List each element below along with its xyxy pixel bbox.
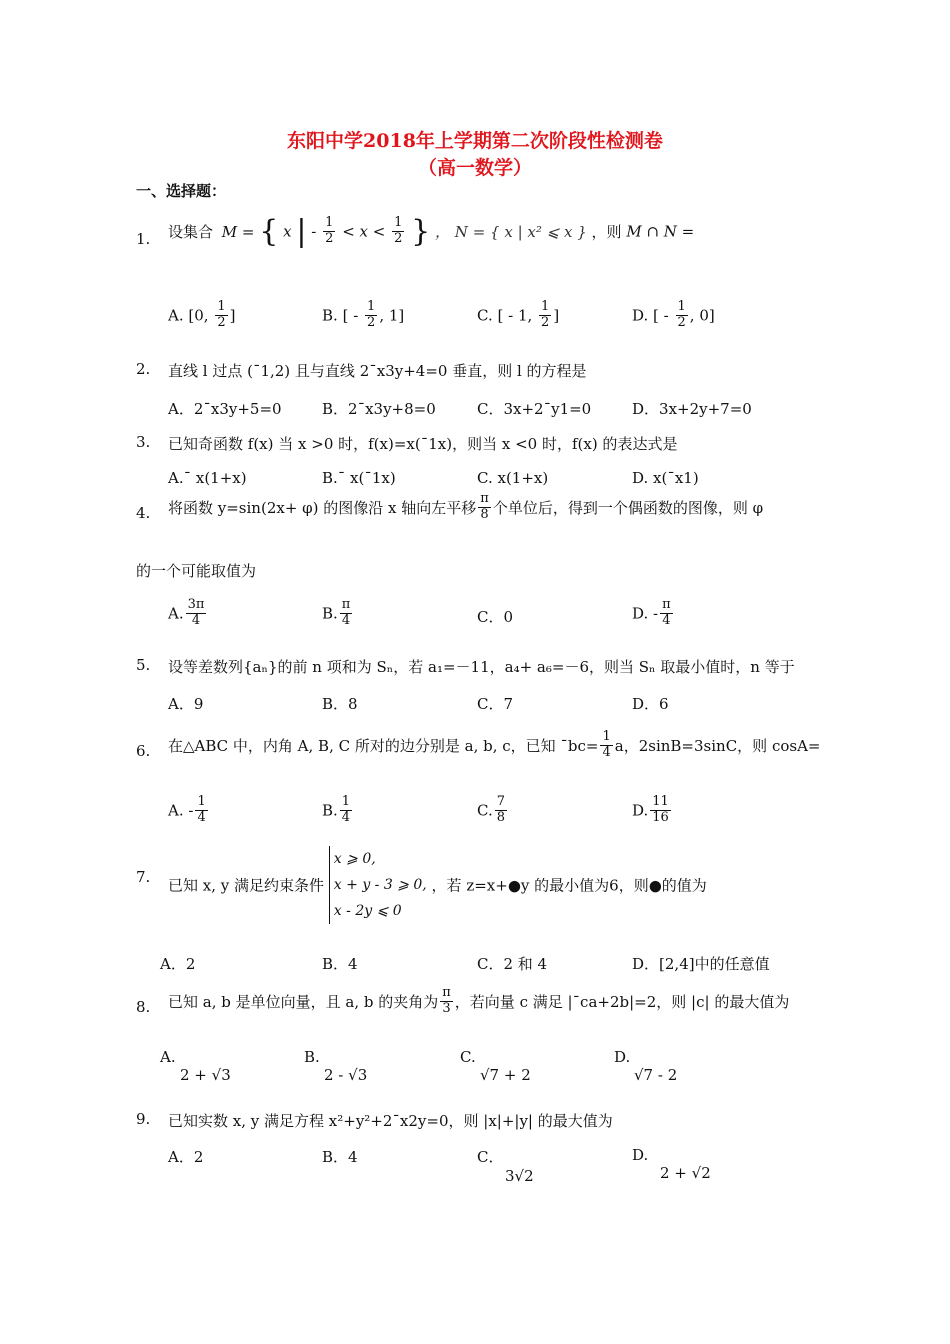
option-a: A．2ˉx3y+5=0 (168, 400, 282, 418)
question-text (168, 492, 763, 523)
option-label: C. (477, 801, 493, 820)
question-stem: 设集合 (168, 223, 214, 241)
option-b: B．4 (322, 955, 358, 973)
option-d (632, 795, 673, 826)
option-b (322, 795, 354, 826)
option-label: B. (304, 1048, 320, 1066)
fraction-numerator: 3π (187, 597, 205, 612)
option-c: C. x(1+x) (477, 469, 549, 487)
fraction-denominator: 3 (442, 1000, 451, 1016)
option-value: [ - 1, (497, 306, 538, 325)
option-c (460, 1048, 531, 1084)
question-number: 1. (136, 230, 151, 248)
question-stem: 已知 x, y 满足约束条件 (168, 876, 325, 895)
question-text (168, 214, 694, 249)
fraction (365, 300, 377, 331)
set-m-var: x (283, 222, 292, 241)
fraction-numerator: 1 (602, 729, 611, 744)
option-d (632, 1146, 711, 1182)
option-c: C．3x+2ˉy1=0 (477, 400, 592, 418)
brace-close-icon: } (411, 214, 431, 249)
fraction-denominator: 8 (496, 809, 505, 825)
question-stem-end: 个单位后，得到一个偶函数的图像，则 φ (492, 498, 764, 517)
option-value: 3√2 (505, 1167, 534, 1185)
option-value: 2 + √3 (180, 1066, 231, 1084)
option-a: A.ˉ x(1+x) (168, 469, 247, 487)
option-label: B. (322, 306, 338, 325)
question-stem: 已知 a, b 是单位向量，且 a, b 的夹角为 (168, 992, 439, 1011)
question-stem: 将函数 y=sin(2x+ φ) 的图像沿 x 轴向左平移 (168, 498, 477, 517)
option-value: [ - (342, 306, 364, 325)
fraction-numerator: 1 (367, 299, 376, 314)
fraction-numerator: 7 (496, 794, 505, 809)
option-a (160, 1048, 231, 1084)
fraction-numerator: 1 (197, 794, 206, 809)
option-label: D. (614, 1048, 631, 1066)
option-d: D．[2,4]中的任意值 (632, 955, 770, 973)
option-d (632, 598, 675, 629)
fraction (195, 795, 207, 826)
fraction (392, 216, 404, 247)
question-stem-end: ，若向量 c 满足 |ˉca+2b|=2，则 |c| 的最大值为 (454, 992, 790, 1011)
constraint-3: x - 2y ⩽ 0 (333, 903, 402, 919)
fraction (478, 492, 491, 523)
fraction-denominator: 4 (191, 612, 201, 628)
option-label: A. (168, 604, 184, 623)
option-label: D. - (632, 604, 659, 623)
fraction-denominator: 2 (394, 231, 403, 246)
question-stem-end: ，若 z=x+●y 的最小值为6，则●的值为 (431, 876, 707, 895)
option-c: C．7 (477, 695, 514, 713)
question-number: 7. (136, 868, 151, 886)
fraction-denominator: 8 (480, 506, 489, 522)
question-number: 8. (136, 998, 151, 1016)
option-label: A. (160, 1048, 176, 1066)
option-b: B．4 (322, 1148, 358, 1166)
question-result: M ∩ N = (626, 222, 695, 241)
fraction-numerator: 1 (541, 299, 550, 314)
option-b (322, 300, 404, 331)
option-label: D. (632, 801, 649, 820)
fraction-numerator: 1 (341, 794, 351, 809)
option-c: C．2 和 4 (477, 955, 548, 973)
fraction-denominator: 2 (217, 314, 226, 330)
fraction (340, 795, 352, 826)
option-label: C． (477, 1148, 504, 1166)
option-value-end: ] (553, 306, 560, 325)
option-value: 2 - √3 (324, 1066, 368, 1084)
fraction (600, 730, 612, 761)
option-d (614, 1048, 677, 1084)
question-number: 3. (136, 433, 151, 451)
question-stem-end: a，2sinB=3sinC，则 cosA= (614, 736, 821, 755)
set-bar-icon: | (296, 214, 307, 249)
option-value-end: , 1] (379, 306, 405, 325)
fraction-denominator: 4 (341, 612, 351, 628)
option-value: [ - (653, 306, 674, 325)
question-stem: 在△ABC 中，内角 A, B, C 所对的边分别是 a, b, c，已知 ˉbc= (168, 736, 599, 755)
question-text (168, 730, 820, 761)
fraction (660, 598, 673, 629)
question-number: 6. (136, 742, 151, 760)
option-b (322, 598, 354, 629)
fraction-denominator: 2 (541, 314, 550, 330)
fraction-denominator: 2 (367, 314, 376, 330)
fraction-numerator: 11 (652, 794, 669, 809)
fraction-denominator: 2 (677, 314, 686, 330)
fraction-denominator: 4 (341, 809, 351, 825)
option-label: D. (632, 306, 649, 325)
fraction (676, 300, 688, 331)
question-continuation: 的一个可能取值为 (136, 562, 257, 580)
question-then: ，则 (591, 223, 622, 241)
fraction-numerator: π (480, 491, 489, 506)
option-a: A．2 (160, 955, 196, 973)
fraction (340, 598, 353, 629)
fraction-numerator: 1 (677, 299, 686, 314)
option-label: A. - (168, 801, 194, 820)
constraint-1: x ⩾ 0, (333, 851, 376, 867)
section-heading: 一、选择题： (136, 182, 227, 200)
option-b: B．8 (322, 695, 358, 713)
fraction-numerator: 1 (217, 299, 226, 314)
exam-subtitle: （高一数学） (417, 157, 532, 179)
option-value: √7 + 2 (480, 1066, 531, 1084)
fraction (539, 300, 551, 331)
fraction (495, 795, 507, 826)
fraction (215, 300, 227, 331)
fraction-denominator: 4 (662, 612, 671, 628)
constraint-system (329, 846, 427, 924)
question-number: 4. (136, 504, 151, 522)
set-n: ， N = { x | x² ⩽ x } (435, 223, 587, 241)
option-d: D. x(ˉx1) (632, 469, 699, 487)
fraction-numerator: π (662, 597, 671, 612)
fraction-denominator: 2 (325, 231, 334, 246)
question-text (168, 986, 789, 1017)
exam-title: 东阳中学2018年上学期第二次阶段性检测卷 (287, 130, 663, 152)
option-d (632, 300, 715, 331)
set-m-minus: - (311, 222, 322, 241)
option-value: √7 - 2 (634, 1066, 678, 1084)
option-label: B. (322, 801, 338, 820)
question-number: 2. (136, 360, 151, 378)
question-text: 已知奇函数 f(x) 当 x >0 时，f(x)=x(ˉ1x)，则当 x <0 时，f(x) 的表达式是 (168, 435, 678, 453)
option-value: 2 + √2 (660, 1164, 711, 1182)
fraction-numerator: π (341, 597, 351, 612)
option-b: B.ˉ x(ˉ1x) (322, 469, 396, 487)
fraction-numerator: 1 (394, 215, 403, 231)
option-label: B. (322, 604, 338, 623)
brace-open-icon: { (259, 214, 279, 249)
option-d: D．3x+2y+7=0 (632, 400, 752, 418)
option-c (477, 795, 509, 826)
question-number: 9. (136, 1110, 151, 1128)
option-a: A．2 (168, 1148, 204, 1166)
question-number: 5. (136, 656, 151, 674)
question-text: 直线 l 过点 (ˉ1,2) 且与直线 2ˉx3y+4=0 垂直，则 l 的方程是 (168, 362, 587, 380)
option-c (477, 1146, 534, 1185)
option-a: A．9 (168, 695, 204, 713)
option-value: [0, (188, 306, 214, 325)
option-c (477, 300, 559, 331)
option-value-end: , 0] (689, 306, 715, 325)
fraction-numerator: π (442, 985, 451, 1000)
option-a (168, 300, 235, 331)
fraction-numerator: 1 (325, 215, 334, 231)
option-b (304, 1048, 367, 1084)
option-d: D．6 (632, 695, 669, 713)
option-c: C．0 (477, 608, 514, 626)
fraction-denominator: 4 (602, 744, 611, 760)
constraint-2: x + y - 3 ⩾ 0, (333, 877, 427, 893)
question-text (168, 846, 707, 924)
option-label: A. (168, 306, 184, 325)
option-b: B．2ˉx3y+8=0 (322, 400, 436, 418)
option-a (168, 598, 208, 629)
option-label: C. (460, 1048, 476, 1066)
set-m-inequality: < x < (342, 222, 391, 241)
option-label: C. (477, 306, 493, 325)
question-text: 设等差数列{aₙ}的前 n 项和为 Sₙ，若 a₁=－11，a₄+ a₆=－6，则当 Sₙ 取最小值时，n 等于 (168, 658, 795, 676)
option-a (168, 795, 210, 826)
option-label: D. (632, 1146, 649, 1164)
set-m-label: M = (221, 222, 260, 241)
fraction-denominator: 16 (652, 809, 669, 825)
question-text: 已知实数 x, y 满足方程 x²+y²+2ˉx2y=0，则 |x|+|y| 的最大值为 (168, 1112, 613, 1130)
fraction (323, 216, 335, 247)
fraction (186, 598, 207, 629)
fraction (440, 986, 453, 1017)
fraction (650, 795, 671, 826)
option-value-end: ] (229, 306, 236, 325)
fraction-denominator: 4 (197, 809, 206, 825)
